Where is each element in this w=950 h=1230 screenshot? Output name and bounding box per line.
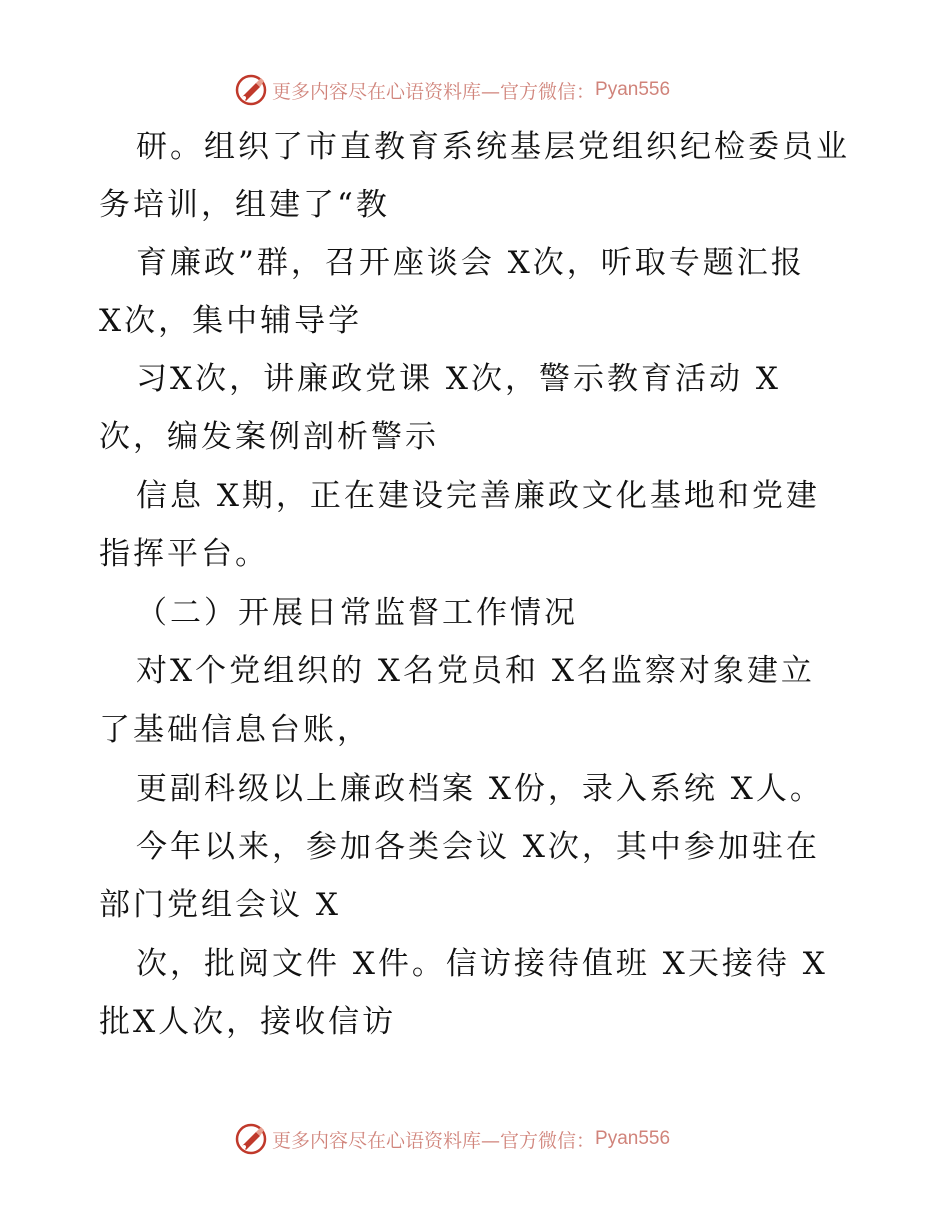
text-line: 部门党组会议 X xyxy=(99,887,341,923)
text-line: 了基础信息台账， xyxy=(99,712,371,748)
text-line: 次，编发案例剖析警示 xyxy=(99,419,439,455)
watermark-text: 更多内容尽在心语资料库—官方微信： xyxy=(272,80,596,103)
text-line: 更副科级以上廉政档案 X份，录入系统 X人。 xyxy=(136,771,824,807)
text-line: 今年以来，参加各类会议 X次，其中参加驻在 xyxy=(136,829,820,865)
section-heading: （二）开展日常监督工作情况 xyxy=(136,595,578,631)
text-line: 对X个党组织的 X名党员和 X名监察对象建立 xyxy=(136,653,815,689)
watermark-text: 更多内容尽在心语资料库—官方微信： xyxy=(272,1129,596,1152)
text-line: X次，集中辅导学 xyxy=(99,303,363,339)
text-line: 信息 X期，正在建设完善廉政文化基地和党建 xyxy=(136,478,820,514)
text-line: 育廉政”群，召开座谈会 X次，听取专题汇报 xyxy=(136,245,805,281)
header-watermark xyxy=(234,73,670,107)
footer-watermark xyxy=(234,1122,670,1156)
text-line: 习X次，讲廉政党课 X次，警示教育活动 X xyxy=(136,361,781,397)
text-line: 次，批阅文件 X件。信访接待值班 X天接待 X xyxy=(136,946,828,982)
pen-logo-icon xyxy=(234,73,268,107)
text-line: 批X人次，接收信访 xyxy=(99,1004,397,1040)
text-line: 指挥平台。 xyxy=(99,536,269,572)
pen-logo-icon xyxy=(234,1122,268,1156)
watermark-wechat-id: Pyan556 xyxy=(595,79,671,100)
watermark-wechat-id: Pyan556 xyxy=(595,1128,671,1149)
text-line: 务培训，组建了“教 xyxy=(99,187,390,223)
text-line: 研。组织了市直教育系统基层党组织纪检委员业 xyxy=(136,129,850,165)
